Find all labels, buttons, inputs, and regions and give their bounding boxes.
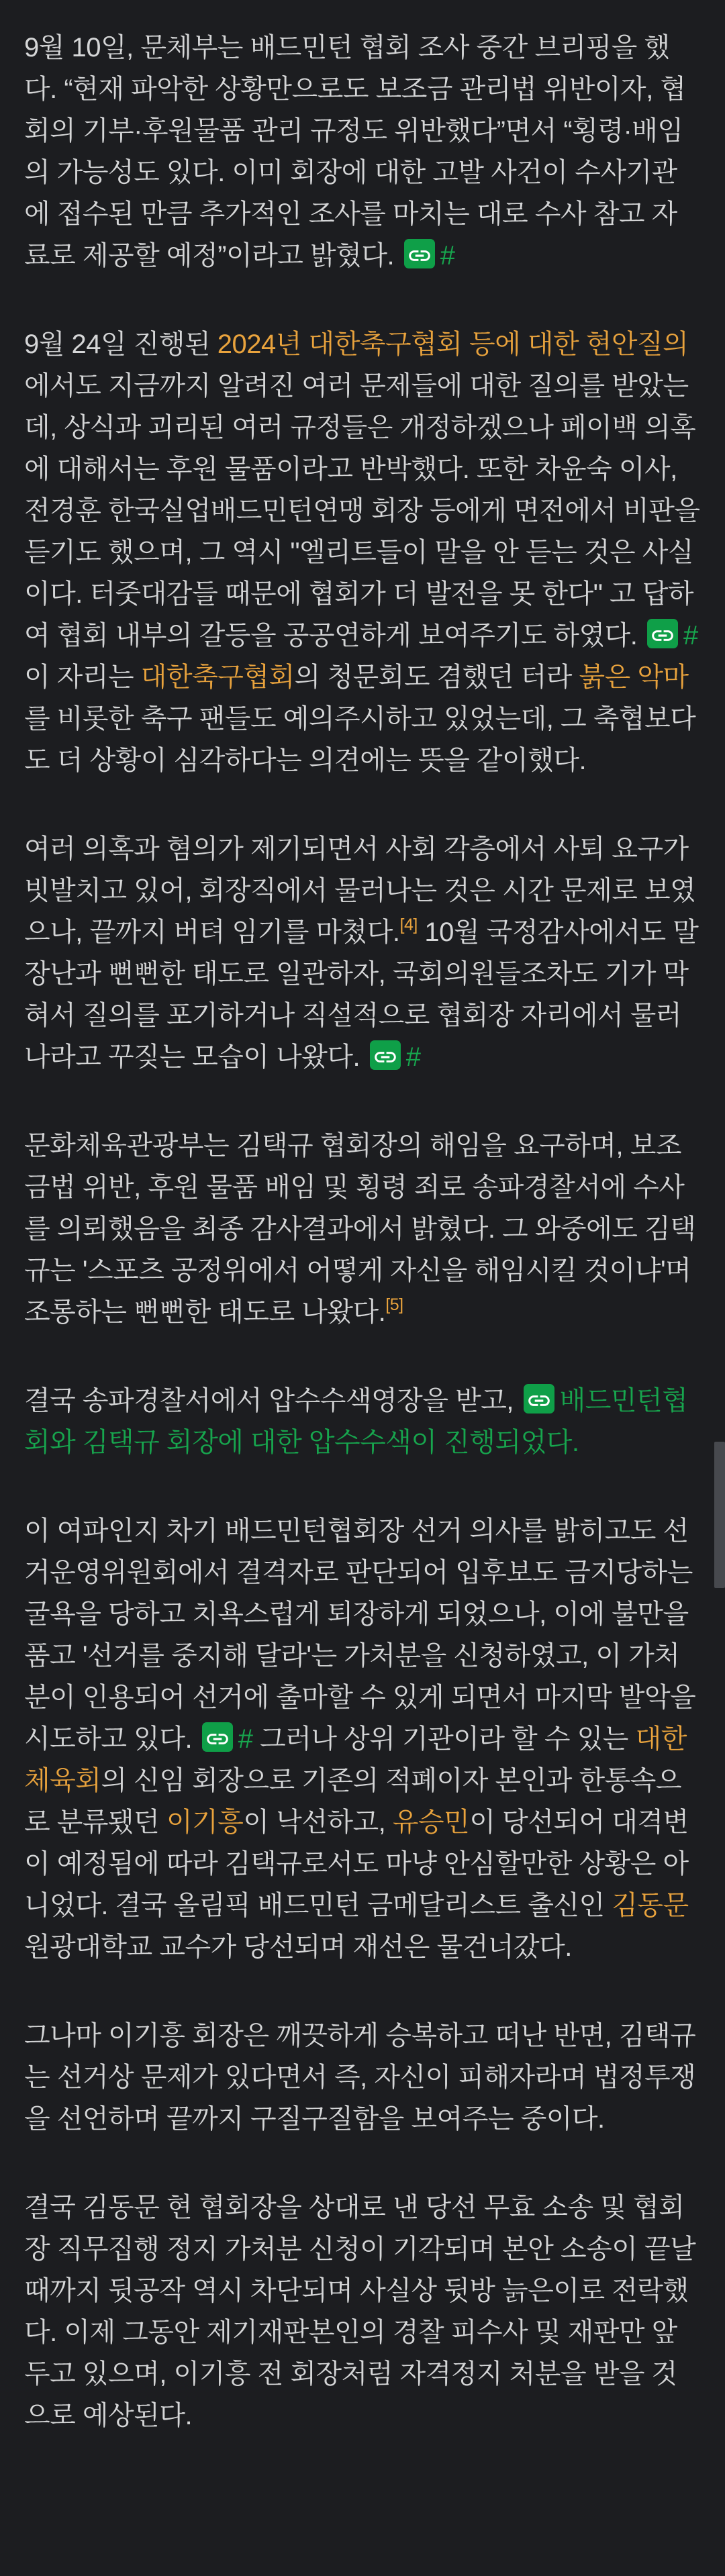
body-text: 그러나 상위 기관이라 할 수 있는 xyxy=(252,1724,636,1754)
external-link[interactable]: # xyxy=(683,621,698,650)
wiki-link[interactable]: 김동문 xyxy=(612,1891,689,1920)
body-text: 결국 김동문 현 협회장을 상대로 낸 당선 무효 소송 및 협회장 직무집행 정지 가처분 신청이 기각되며 본안 소송이 끝날 때까지 뒷공작 역시 차단되며 사실상 뒷방 늙은이로 전락했다. 이제 그동안 제기재판본인의 경찰 피수사 및 재판만 앞두고 있으며, 이기흥 전 회장처럼 자격정지 처분을 받을 것으로 예상된다. xyxy=(24,2193,696,2430)
body-text: 9월 10일, 문체부는 배드민턴 협회 조사 중간 브리핑을 했다. “현재 파악한 상황만으로도 보조금 관리법 위반이자, 협회의 기부·후원물품 관리 규정도 위반했다”면서 “횡령·배임의 가능성도 있다. 이미 회장에 대한 고발 사건이 수사기관에 접수된 만큼 추가적인 조사를 마치는 대로 수사 참고 자료로 제공할 예정”이라고 밝혔다. xyxy=(24,33,686,270)
footnote-ref[interactable]: [5] xyxy=(385,1295,403,1314)
body-text: 의 청문회도 겸했던 터라 xyxy=(294,662,579,692)
footnote-ref[interactable]: [4] xyxy=(399,915,418,934)
wiki-link[interactable]: 붉은 악마 xyxy=(579,662,689,692)
scrollbar-thumb[interactable] xyxy=(714,1442,725,1588)
external-link-icon[interactable] xyxy=(524,1384,554,1414)
body-text: 원광대학교 교수가 당선되며 재선은 물건너갔다. xyxy=(24,1932,572,1962)
body-text: 9월 24일 진행된 xyxy=(24,330,218,359)
body-text: 이 자리는 xyxy=(24,662,141,692)
body-text: 이 여파인지 차기 배드민턴협회장 선거 의사를 밝히고도 선거운영위원회에서 결격자로 판단되어 입후보도 금지당하는 굴욕을 당하고 치욕스럽게 퇴장하게 되었으나, 이에 불만을 품고 '선거를 중지해 달라'는 가처분을 신청하였고, 이 가처분이 인용되어 선거에 출마할 수 있게 되면서 마지막 발악을 시도하고 있다. xyxy=(24,1516,696,1754)
external-link[interactable]: # xyxy=(440,241,455,270)
body-text: 여러 의혹과 혐의가 제기되면서 사회 각층에서 사퇴 요구가 빗발치고 있어, 회장직에서 물러나는 것은 시간 문제로 보였으나, 끝까지 버텨 임기를 마쳤다. xyxy=(24,834,696,947)
paragraph xyxy=(24,2187,701,2436)
body-text: 문화체육관광부는 김택규 협회장의 해임을 요구하며, 보조금법 위반, 후원 물품 배임 및 횡령 죄로 송파경찰서에 수사를 의뢰했음을 최종 감사결과에서 밝혔다. 그 와중에도 김택규는 '스포츠 공정위에서 어떻게 자신을 해임시킬 것이냐'며 조롱하는 뻔뻔한 태도로 나왔다. xyxy=(24,1131,696,1327)
paragraph xyxy=(24,2015,701,2140)
body-text: 이 낙선하고, xyxy=(243,1807,393,1837)
paragraph xyxy=(24,27,701,277)
body-text: 에서도 지금까지 알려진 여러 문제들에 대한 질의를 받았는데, 상식과 괴리된 여러 규정들은 개정하겠으나 페이백 의혹에 대해서는 후원 물품이라고 반박했다. 또한 차윤숙 이사, 전경훈 한국실업배드민턴연맹 회장 등에게 면전에서 비판을 듣기도 했으며, 그 역시 "엘리트들이 말을 안 듣는 것은 사실이다. 터줏대감들 때문에 협회가 더 발전을 못 한다" 고 답하여 협회 내부의 갈등을 공공연하게 보여주기도 하였다. xyxy=(24,371,700,650)
wiki-link[interactable]: 대한축구협회 xyxy=(140,662,295,692)
wiki-link[interactable]: 유승민 xyxy=(392,1807,470,1837)
body-text: 그나마 이기흥 회장은 깨끗하게 승복하고 떠난 반면, 김택규는 선거상 문제가 있다면서 즉, 자신이 피해자라며 법정투쟁을 선언하며 끝까지 구질구질함을 보여주는 중이다. xyxy=(24,2021,696,2134)
body-text: 결국 송파경찰서에서 압수수색영장을 받고, xyxy=(24,1386,521,1416)
external-link-icon[interactable] xyxy=(647,619,678,648)
wiki-link[interactable]: 이기흥 xyxy=(166,1807,244,1837)
external-link[interactable]: 배드민턴협회와 김택규 회장에 대한 압수수색이 진행되었다. xyxy=(24,1386,688,1457)
wiki-link[interactable]: 2024년 대한축구협회 등에 대한 현안질의 xyxy=(217,330,689,359)
paragraph xyxy=(24,1125,701,1333)
paragraph xyxy=(24,1380,701,1463)
external-link[interactable]: # xyxy=(238,1724,253,1754)
paragraph xyxy=(24,324,701,781)
body-text: 를 비롯한 축구 팬들도 예의주시하고 있었는데, 그 축협보다도 더 상황이 심각하다는 의견에는 뜻을 같이했다. xyxy=(24,704,696,775)
external-link[interactable]: # xyxy=(405,1042,421,1072)
external-link-icon[interactable] xyxy=(202,1722,233,1752)
body-text: 10월 국정감사에서도 말장난과 뻔뻔한 태도로 일관하자, 국회의원들조차도 기가 막혀서 질의를 포기하거나 직설적으로 협회장 자리에서 물러나라고 꾸짖는 모습이 나왔다. xyxy=(24,918,699,1072)
wiki-link[interactable]: 대한체육회 xyxy=(24,1724,687,1795)
external-link-icon[interactable] xyxy=(370,1040,401,1070)
paragraph xyxy=(24,828,701,1078)
paragraph xyxy=(24,1510,701,1968)
body-text: 이 당선되어 대격변이 예정됨에 따라 김택규로서도 마냥 안심할만한 상황은 아니었다. 결국 올림픽 배드민턴 금메달리스트 출신인 xyxy=(24,1807,689,1920)
article-body xyxy=(24,27,701,2436)
body-text: 의 신임 회장으로 기존의 적폐이자 본인과 한통속으로 분류됐던 xyxy=(24,1766,682,1837)
external-link-icon[interactable] xyxy=(404,239,435,268)
